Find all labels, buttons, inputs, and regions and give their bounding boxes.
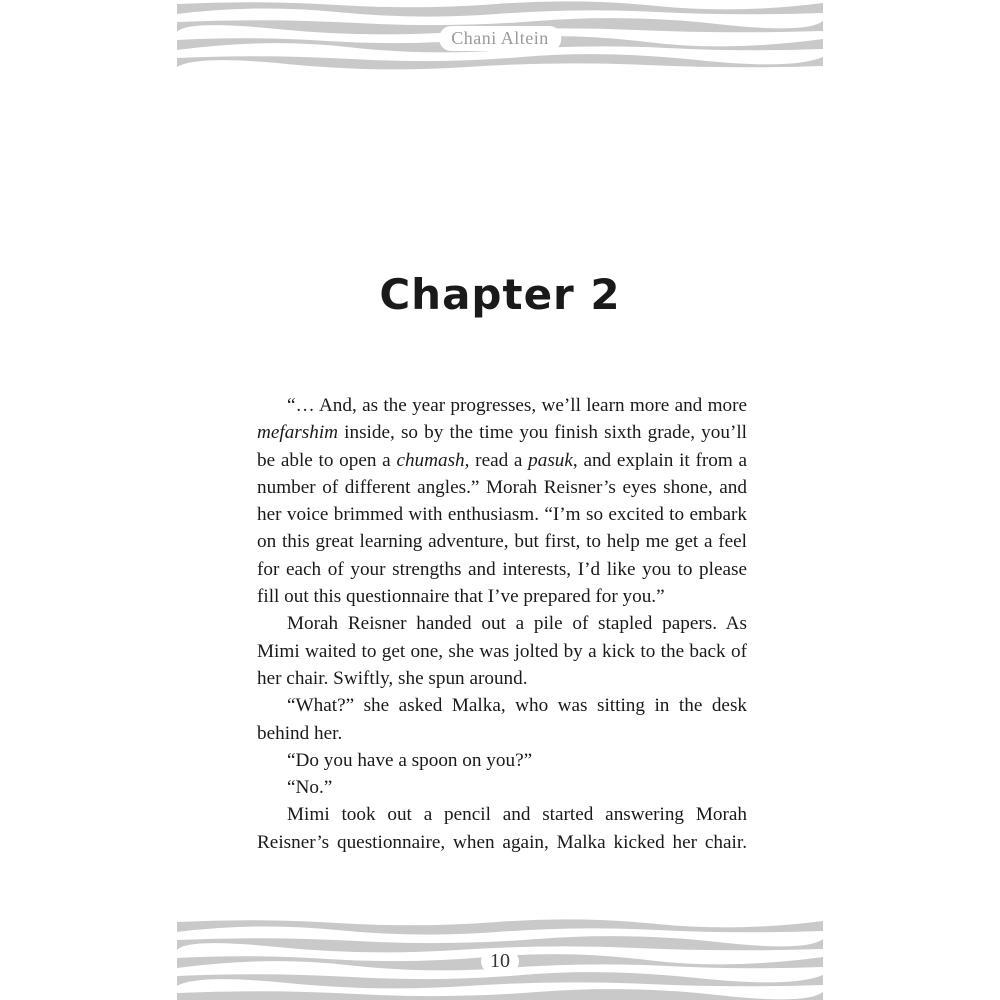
text-run: “Do you have a spoon on you?” <box>287 749 533 771</box>
text-run: , and explain it from a number of different angles.” Morah Reisner’s eyes shone, and her voice brimmed with enthusiasm. “I’m so excited to embark on this great learning adventure, but first, to help me get a feel for each of your strengths and interests, I’d like you to please fill out this questionnaire that I’ve prepared for you.” <box>257 449 747 608</box>
paragraph <box>257 801 747 856</box>
page-number: 10 <box>481 950 519 973</box>
paragraph <box>257 774 747 801</box>
text-run: Morah Reisner handed out a pile of stapled papers. As Mimi waited to get one, she was jolted by a kick to the back of her chair. Swiftly, she spun around. <box>257 613 747 689</box>
italic-term: pasuk <box>528 449 573 471</box>
text-run: , read a <box>464 449 529 471</box>
paragraph <box>257 747 747 774</box>
italic-term: mefarshim <box>257 422 339 444</box>
book-page <box>177 0 823 1000</box>
text-run: “No.” <box>287 777 333 799</box>
italic-term: chumash <box>396 449 465 471</box>
text-run: Mimi took out a pencil and started answering Morah Reisner’s questionnaire, when again, Malka kicked her chair. <box>257 804 747 853</box>
running-head: Chani Altein <box>439 26 561 51</box>
text-run: inside, so by the time you finish sixth grade, you’ll be able to open a <box>257 422 747 471</box>
paragraph <box>257 692 747 747</box>
text-run: “What?” she asked Malka, who was sitting in the desk behind her. <box>257 695 747 744</box>
chapter-title: Chapter 2 <box>379 270 621 319</box>
paragraph <box>257 610 747 692</box>
body-text <box>257 392 747 856</box>
paragraph <box>257 392 747 610</box>
text-run: “… And, as the year progresses, we’ll learn more and more <box>287 395 747 416</box>
